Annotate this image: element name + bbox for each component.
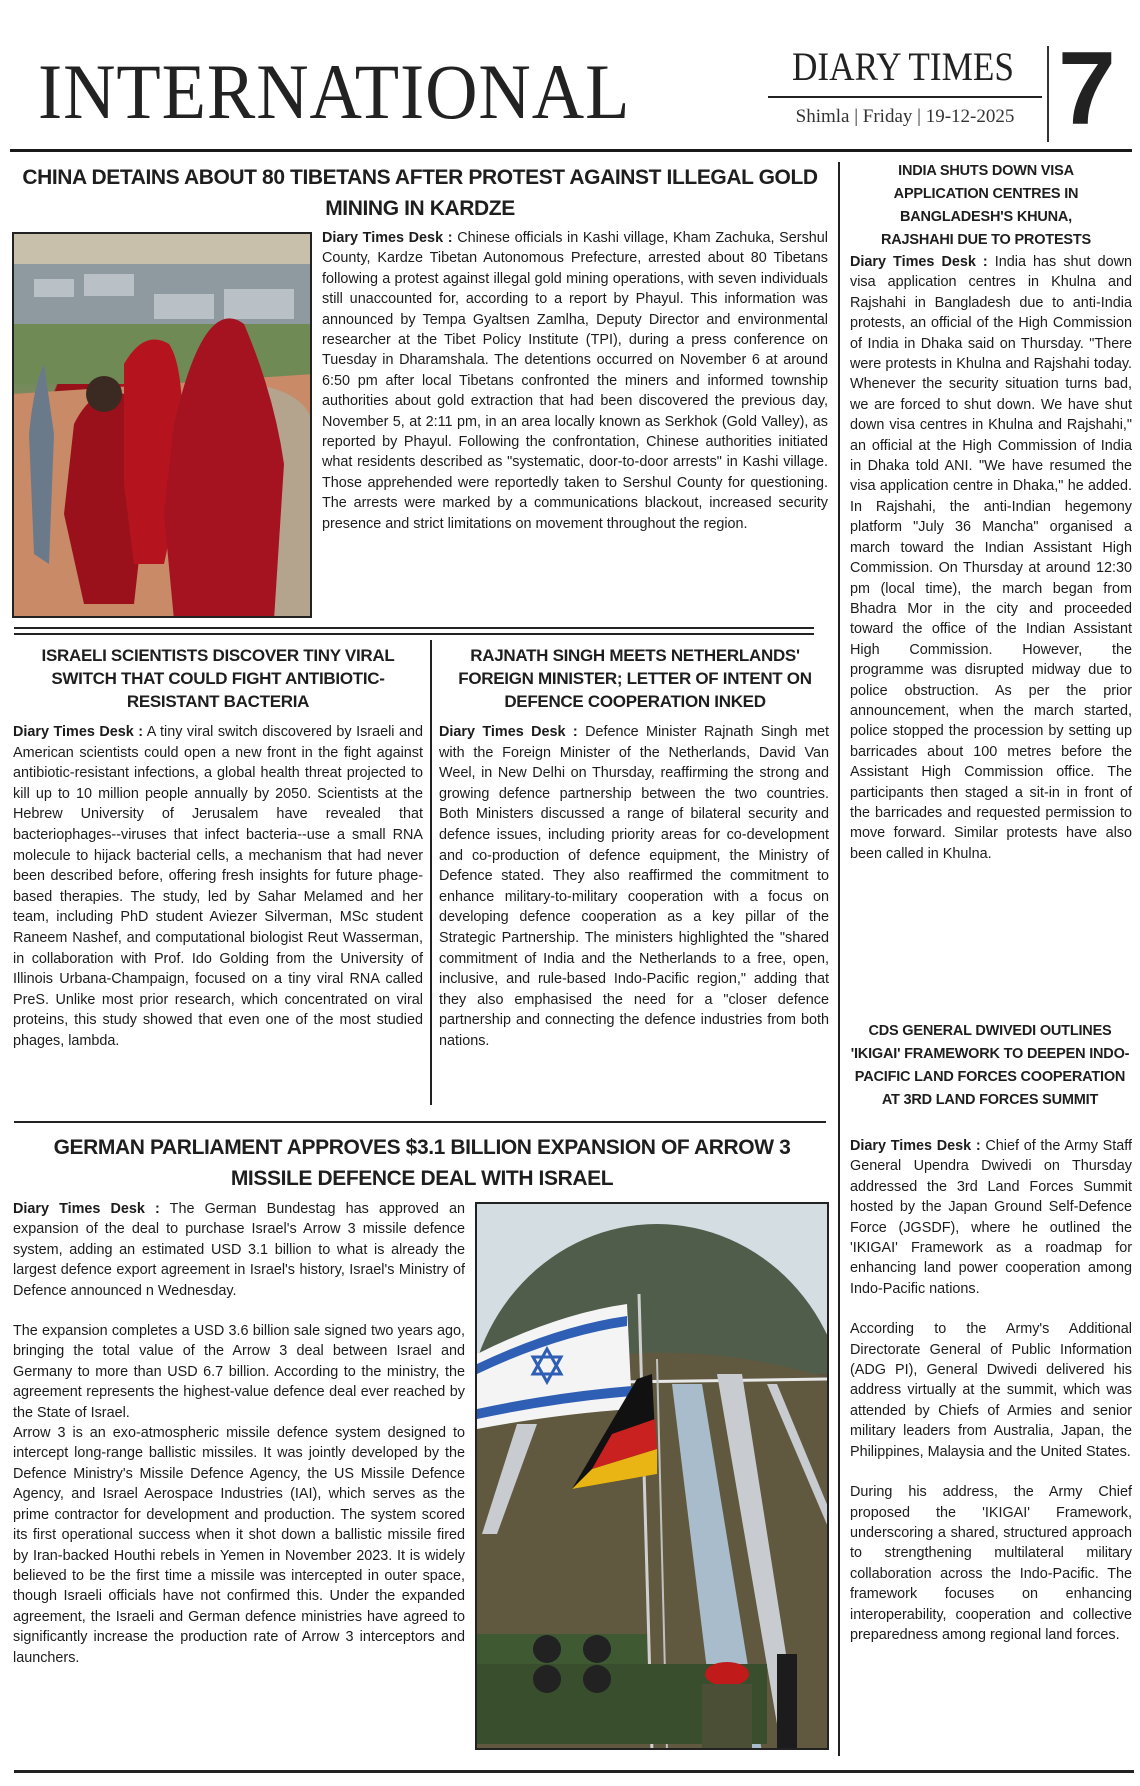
article-text: The German Bundestag has approved an expansion of the deal to purchase Israel's Arrow 3 missile defence system, adding an estimated USD 3.1 billion to what is already the largest defence export agreement in Israel's history, Israel's Ministry of Defence announced n Wednesday. (13, 1201, 465, 1299)
article-text: A tiny viral switch discovered by Israeli and American scientists could open a new front in the fight against antibiotic-resistant infections, a global health threat projected to kill up to 10 million people annually by 2050. Scientists at the Hebrew University of Jerusalem have revealed that bacteriophages--viruses that infect bacteria--use a small RNA molecule to hijack bacterial cells, a mechanism that had never been described before, offering fresh insights for future phage-based therapies. The study, led by Sahar Melamed and her team, including PhD student Aviezer Silverman, MSc student Raneem Nashef, and computational biologist Reut Wasserman, in collaboration with Prof. Ido Golding from the University of Illinois Urbana-Champaign, focused on a tiny viral RNA called PreS. Unlike most prior research, which concentrated on viral proteins, this study showed that even one of the most studied phages, lambda. (13, 724, 423, 1049)
desk-byline: Diary Times Desk : (439, 724, 578, 740)
paragraph-1 (850, 1136, 1132, 1299)
paragraph-1 (13, 1199, 465, 1301)
newspaper-brand: DIARY TIMES (792, 44, 1014, 89)
headline-tibet: CHINA DETAINS ABOUT 80 TIBETANS AFTER PROTEST AGAINST ILLEGAL GOLD MINING IN KARDZE (22, 166, 818, 220)
arrow3-top-rule (14, 1121, 826, 1123)
desk-byline: Diary Times Desk : (850, 254, 988, 270)
page-number: 7 (1058, 31, 1116, 147)
desk-byline: Diary Times Desk : (13, 724, 144, 740)
article-text: Defence Minister Rajnath Singh met with the Foreign Minister of the Netherlands, David Van Weel, in New Delhi on Thursday, reaffirming the strong and growing defence partnership between the two countries. Both Ministers discussed a range of bilateral security and defence issues, including priority areas for co-development and co-production of defence equipment, the Ministry of Defence stated. They also reaffirmed the commitment to enhance military-to-military cooperation with a focus on developing defence cooperation as a key pillar of the Strategic Partnership. The ministers highlighted the "shared commitment of India and the Netherlands to a free, open, inclusive, and rule-based Indo-Pacific region," adding that they also emphasised the need for a "closer defence partnership and connecting the defence industries from both nations. (439, 724, 829, 1049)
body-visa-centres (850, 252, 1132, 864)
desk-byline: Diary Times Desk : (850, 1138, 981, 1154)
monks-illustration-icon (14, 234, 312, 618)
brand-divider (768, 96, 1042, 98)
page-bottom-rule (14, 1770, 1134, 1773)
body-arrow3 (13, 1199, 465, 1668)
headline-rajnath: RAJNATH SINGH MEETS NETHERLANDS' FOREIGN MINISTER; LETTER OF INTENT ON DEFENCE COOPERATION INKED (458, 646, 812, 711)
arrow3-photo (475, 1202, 829, 1750)
tibet-bottom-rule-1 (14, 627, 814, 629)
article-text: Chinese officials in Kashi village, Kham Zachuka, Sershul County, Kardze Tibetan Autonomous Prefecture, arrested about 80 Tibetans following a protest against illegal gold mining operations, with seven individuals still unaccounted for, according to a report by Phayul. This information was announced by Tempa Gyaltsen Zamlha, Deputy Director and environmental researcher at the Tibet Policy Institute (TPI), during a press conference on Tuesday in Dharamshala. The detentions occurred on November 6 at around 6:50 pm after local Tibetans confronted the miners and informed township authorities about gold extraction that had been discovered the previous day, November 5, at 2:11 pm, in an area locally known as Serkhok (Gold Valley), as reported by Phayul. Following the confrontation, Chinese authorities initiated what residents described as "systematic, door-to-door arrests" in Kashi village. Those apprehended were reportedly taken to Sershul County for questioning. The arrests were marked by a communications blackout, increased security presence and strict limitations on movement throughout the region. (322, 230, 828, 532)
masthead-divider (1047, 46, 1049, 142)
middle-column-divider (430, 640, 432, 1105)
headline-ikigai: CDS GENERAL DWIVEDI OUTLINES 'IKIGAI' FRAMEWORK TO DEEPEN INDO-PACIFIC LAND FORCES COOPERATION AT 3RD LAND FORCES SUMMIT (850, 1023, 1130, 1108)
paragraph-2: According to the Army's Additional Directorate General of Public Information (ADG PI), General Dwivedi delivered his address virtually at the summit, which was attended by Chiefs of Armies and senior military leaders from Australia, Japan, the Philippines, Malaysia and the United States. (850, 1321, 1132, 1460)
paragraph-3: During his address, the Army Chief proposed the 'IKIGAI' Framework, underscoring a shared, structured approach to strengthening multilateral military collaboration across the Indo-Pacific. The framework focuses on enhancing interoperability, cooperation and collective preparedness among regional land forces. (850, 1484, 1132, 1643)
body-rajnath (439, 722, 829, 1052)
body-israeli-scientists (13, 722, 423, 1052)
paragraph-2: The expansion completes a USD 3.6 billion sale signed two years ago, bringing the total value of the Arrow 3 deal between Israel and Germany to more than USD 6.7 billion. According to the ministry, the agreement represents the highest-value defence deal ever reached by the State of Israel. (13, 1323, 465, 1421)
desk-byline: Diary Times Desk : (322, 230, 453, 246)
right-column-divider (838, 162, 840, 1756)
dateline: Shimla | Friday | 19-12-2025 (795, 106, 1015, 127)
section-title: INTERNATIONAL (38, 48, 631, 135)
body-ikigai (850, 1136, 1132, 1645)
tibet-bottom-rule-2 (14, 633, 814, 635)
headline-arrow3: GERMAN PARLIAMENT APPROVES $3.1 BILLION EXPANSION OF ARROW 3 MISSILE DEFENCE DEAL WITH ISRAEL (53, 1136, 791, 1190)
body-tibet (322, 228, 828, 534)
monks-photo (12, 232, 312, 618)
radar-dome-flags-illustration-icon (477, 1204, 829, 1750)
headline-visa-centres: INDIA SHUTS DOWN VISA APPLICATION CENTRES IN BANGLADESH'S KHUNA, RAJSHAHI DUE TO PROTESTS (880, 163, 1092, 248)
article-text: Chief of the Army Staff General Upendra Dwivedi on Thursday addressed the 3rd Land Forces Summit hosted by the Japan Ground Self-Defence Force (JGSDF), where he outlined the 'IKIGAI' Framework as a roadmap for enhancing land power cooperation among Indo-Pacific nations. (850, 1138, 1132, 1297)
paragraph-3: Arrow 3 is an exo-atmospheric missile defence system designed to intercept long-range ballistic missiles. It was jointly developed by the Defence Ministry's Missile Defence Agency, the US Missile Defence Agency, and Israel Aerospace Industries (IAI), which serves as the prime contractor for development and production. The system scored its first operational success when it shot down a ballistic missile fired by Iran-backed Houthi rebels in Yemen in November 2023. It is widely believed to be the first time a missile was intercepted in outer space, though Israeli officials have not confirmed this. Under the expanded agreement, the Israeli and German defence ministries have agreed to significantly increase the production rate of Arrow 3 interceptors and launchers. (13, 1425, 465, 1666)
masthead-rule (10, 149, 1132, 152)
article-text: India has shut down visa application centres in Khulna and Rajshahi in Bangladesh due to anti-India protests, an official of the High Commission of India in Dhaka said on Thursday. "There were protests in Khulna and Rajshahi today. Whenever the security situation turns bad, we are forced to shut down. We have shut down visa centres in Khulna and Rajshahi," an official at the High Commission of India in Dhaka told ANI. "We have resumed the visa application centre in Dhaka," he added. In Rajshahi, the anti-Indian hegemony platform "July 36 Mancha" organised a march toward the Indian Assistant High Commission. On Thursday at around 12:30 pm (local time), the march began from Bhadra Mor in the city and proceeded toward the office of the Indian Assistant High Commission. However, the programme was disrupted midway due to police obstruction. As per the prior announcement, when the march started, police stopped the procession by setting up barricades about 100 metres before the Assistant High Commission office. The participants then staged a sit-in in front of the barricades and requested permission to move forward. Similar protests have also been called in Khulna. (850, 254, 1132, 862)
headline-israeli-scientists: ISRAELI SCIENTISTS DISCOVER TINY VIRAL SWITCH THAT COULD FIGHT ANTIBIOTIC-RESISTANT BACTERIA (41, 646, 395, 711)
desk-byline: Diary Times Desk : (13, 1201, 160, 1217)
